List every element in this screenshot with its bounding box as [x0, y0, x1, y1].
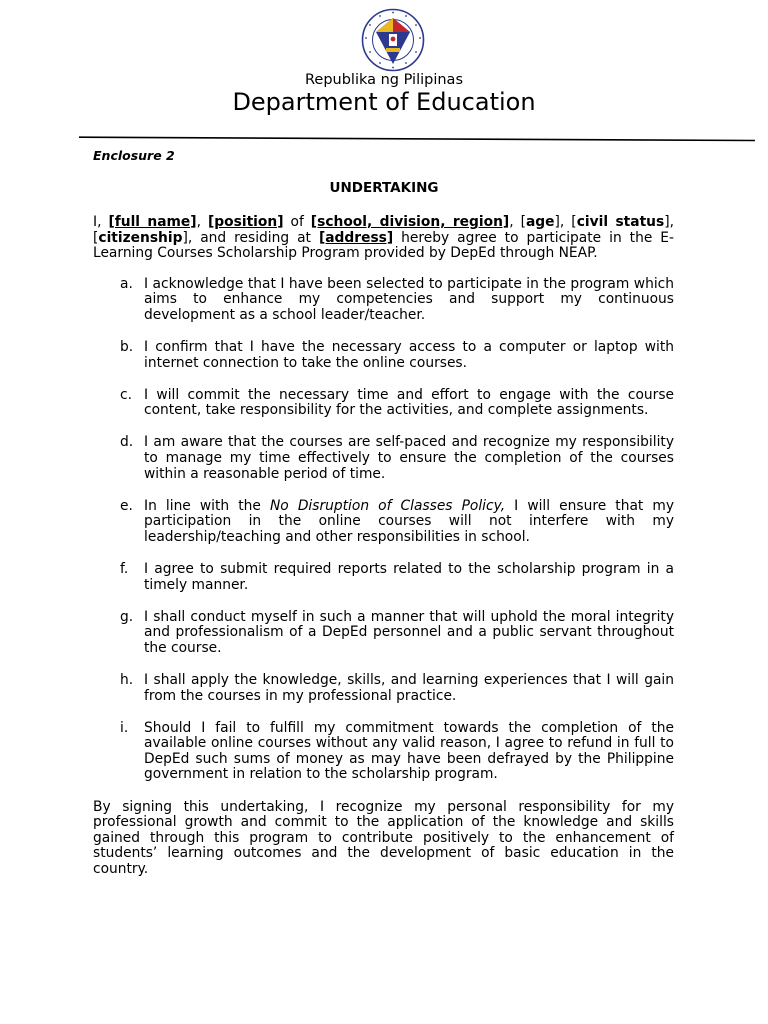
intro-text: , [ — [509, 214, 526, 230]
item-text: Should I fail to fulfill my commitment towards the completion of the available online courses without any valid reason, I agree to refund in full to DepEd such sums of money as may have been defrayed by the Philippine government in relation to the scholarship program. — [144, 719, 674, 783]
undertaking-list — [93, 277, 674, 783]
citizenship-field: citizenship — [98, 229, 183, 246]
item-letter: g. — [120, 608, 134, 625]
republic-label: Republika ng Pilipinas — [304, 72, 463, 88]
item-letter: d. — [120, 434, 134, 451]
age-field: age — [526, 214, 555, 230]
list-item — [93, 277, 674, 324]
list-item — [93, 562, 674, 593]
item-text: I confirm that I have the necessary access to a computer or laptop with internet connection to take the online courses. — [144, 339, 674, 371]
item-text: I am aware that the courses are self-paced and recognize my responsibility to manage my time effectively to ensure the completion of the courses within a reasonable period of time. — [144, 434, 674, 482]
intro-text: ], and residing at — [182, 229, 319, 246]
document-body — [93, 215, 674, 878]
document-title: UNDERTAKING — [329, 180, 439, 196]
list-item — [93, 499, 674, 546]
intro-text: I, — [93, 214, 109, 230]
position-field: [position] — [207, 214, 284, 230]
closing-paragraph: By signing this undertaking, I recognize my personal responsibility for my professional growth and commit to the application of the knowledge and skills gained through this program to contribute positively to the enhancement of students’ learning outcomes and the development of basic education in the country. — [93, 798, 674, 877]
list-item — [93, 435, 674, 482]
school-field: [school, division, region] — [310, 214, 510, 230]
enclosure-label: Enclosure 2 — [93, 148, 175, 163]
intro-paragraph — [93, 215, 674, 262]
item-text-pre: In line with the — [144, 497, 270, 514]
intro-text: ], [ — [554, 214, 577, 230]
item-text: I shall conduct myself in such a manner that will uphold the moral integrity and professionalism of a DepEd personnel and a public servant throughout the course. — [144, 608, 674, 656]
item-letter: h. — [120, 671, 134, 688]
list-item — [93, 721, 674, 783]
item-letter: b. — [120, 339, 134, 356]
list-item — [93, 340, 674, 371]
item-text: I shall apply the knowledge, skills, and learning experiences that I will gain from the courses in my professional practice. — [144, 671, 674, 704]
item-letter: e. — [120, 497, 133, 514]
policy-name: No Disruption of Classes Policy, — [269, 497, 506, 514]
item-letter: a. — [120, 275, 133, 292]
list-item — [93, 673, 674, 704]
item-text: I agree to submit required reports related to the scholarship program in a timely manner. — [144, 561, 674, 593]
deped-seal-logo — [356, 8, 430, 72]
list-item — [93, 388, 674, 419]
header-divider — [79, 136, 755, 142]
address-field: [address] — [318, 229, 394, 246]
item-letter: i. — [120, 719, 129, 736]
civil-status-field: civil status — [576, 214, 665, 230]
list-item — [93, 610, 674, 657]
item-letter: c. — [120, 386, 132, 403]
item-text: I acknowledge that I have been selected to participate in the program which aims to enhance my competencies and support my continuous development as a school leader/teacher. — [144, 275, 674, 323]
intro-text: of — [283, 214, 311, 230]
department-title: Department of Education — [232, 88, 536, 116]
item-text: I will commit the necessary time and effort to engage with the course content, take responsibility for the activities, and complete assignments. — [144, 386, 674, 419]
item-letter: f. — [120, 561, 129, 577]
full-name-field: [full name] — [108, 214, 197, 230]
intro-text: , — [196, 214, 208, 230]
intro-text: hereby agree to participate in the E-Learning Courses Scholarship Program provided by DepEd through NEAP. — [93, 229, 674, 262]
intro-text: ], [ — [93, 214, 674, 246]
item-text-post: I will ensure that my participation in the online courses will not interfere with my leadership/teaching and other responsibilities in school. — [144, 497, 674, 545]
